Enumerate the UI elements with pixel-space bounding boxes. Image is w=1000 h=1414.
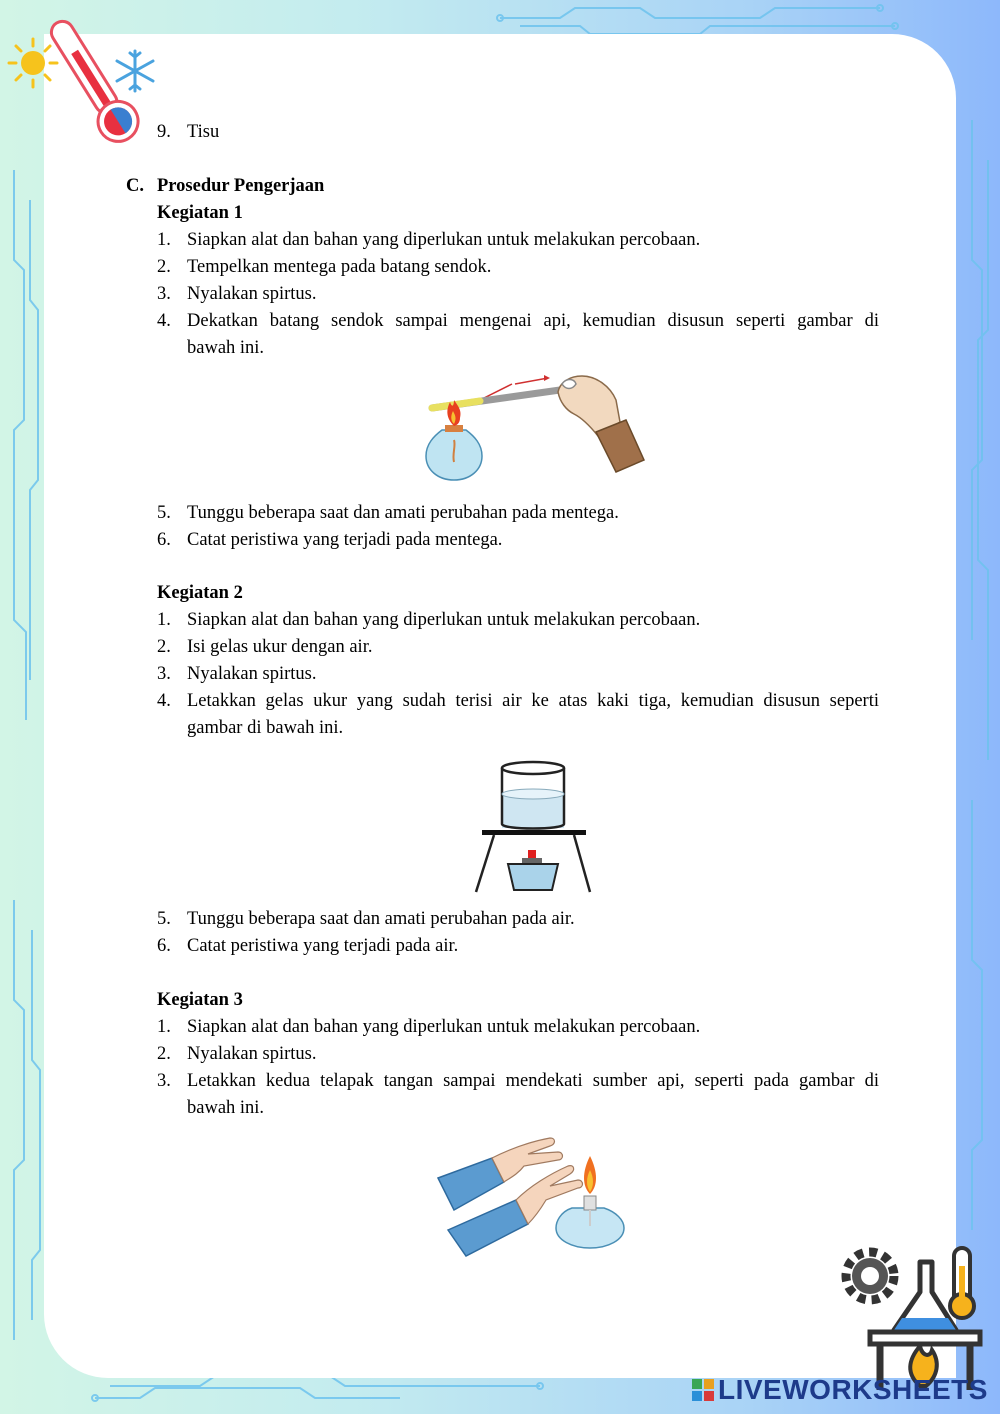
list-number: 1. [157,1017,171,1037]
thermometer-icon [950,1248,974,1318]
list-number: 2. [157,257,171,277]
list-item-continuation: bawah ini. [187,338,265,358]
flask-icon [894,1262,956,1330]
list-item: Nyalakan spirtus. [187,664,317,684]
list-number: 1. [157,230,171,250]
list-item: Dekatkan batang sendok sampai mengenai api, kemudian disusun seperti gambar di [187,311,879,331]
activity-3-title: Kegiatan 3 [157,990,243,1010]
list-item: Isi gelas ukur dengan air. [187,637,373,657]
list-number: 5. [157,503,171,523]
section-letter: C. [126,176,144,196]
list-number: 3. [157,664,171,684]
list-number: 6. [157,530,171,550]
list-item-continuation: bawah ini. [187,1098,265,1118]
list-item: Nyalakan spirtus. [187,1044,317,1064]
list-item: Tisu [187,122,220,142]
activity-2-title: Kegiatan 2 [157,583,243,603]
list-number: 5. [157,909,171,929]
list-item-continuation: gambar di bawah ini. [187,718,344,738]
list-item: Catat peristiwa yang terjadi pada mentega. [187,530,503,550]
list-item: Letakkan kedua telapak tangan sampai mendekati sumber api, seperti pada gambar di [187,1071,879,1091]
list-number: 4. [157,691,171,711]
section-title: Prosedur Pengerjaan [157,176,325,196]
gear-icon [846,1252,894,1300]
spoon-heating-figure [420,370,650,485]
watermark: LIVEWORKSHEETS [718,1374,988,1405]
list-item: Siapkan alat dan bahan yang diperlukan untuk melakukan percobaan. [187,230,701,250]
list-item: Tempelkan mentega pada batang sendok. [187,257,492,277]
list-item: Siapkan alat dan bahan yang diperlukan untuk melakukan percobaan. [187,610,701,630]
beaker-tripod-figure [462,758,602,903]
list-item: Nyalakan spirtus. [187,284,317,304]
list-number: 1. [157,610,171,630]
list-item: Tunggu beberapa saat dan amati perubahan pada air. [187,909,575,929]
list-item: Letakkan gelas ukur yang sudah terisi air ke atas kaki tiga, kemudian disusun seperti [187,691,879,711]
list-number: 6. [157,936,171,956]
lab-decoration [836,1242,992,1392]
hands-near-flame-figure [432,1130,632,1260]
list-number: 4. [157,311,171,331]
list-number: 3. [157,1071,171,1091]
list-number: 2. [157,1044,171,1064]
list-item: Siapkan alat dan bahan yang diperlukan untuk melakukan percobaan. [187,1017,701,1037]
list-item: Catat peristiwa yang terjadi pada air. [187,936,459,956]
liveworksheets-logo-icon [692,1379,714,1401]
activity-1-title: Kegiatan 1 [157,203,243,223]
list-number: 9. [157,122,171,142]
list-number: 2. [157,637,171,657]
list-number: 3. [157,284,171,304]
list-item: Tunggu beberapa saat dan amati perubahan pada mentega. [187,503,619,523]
